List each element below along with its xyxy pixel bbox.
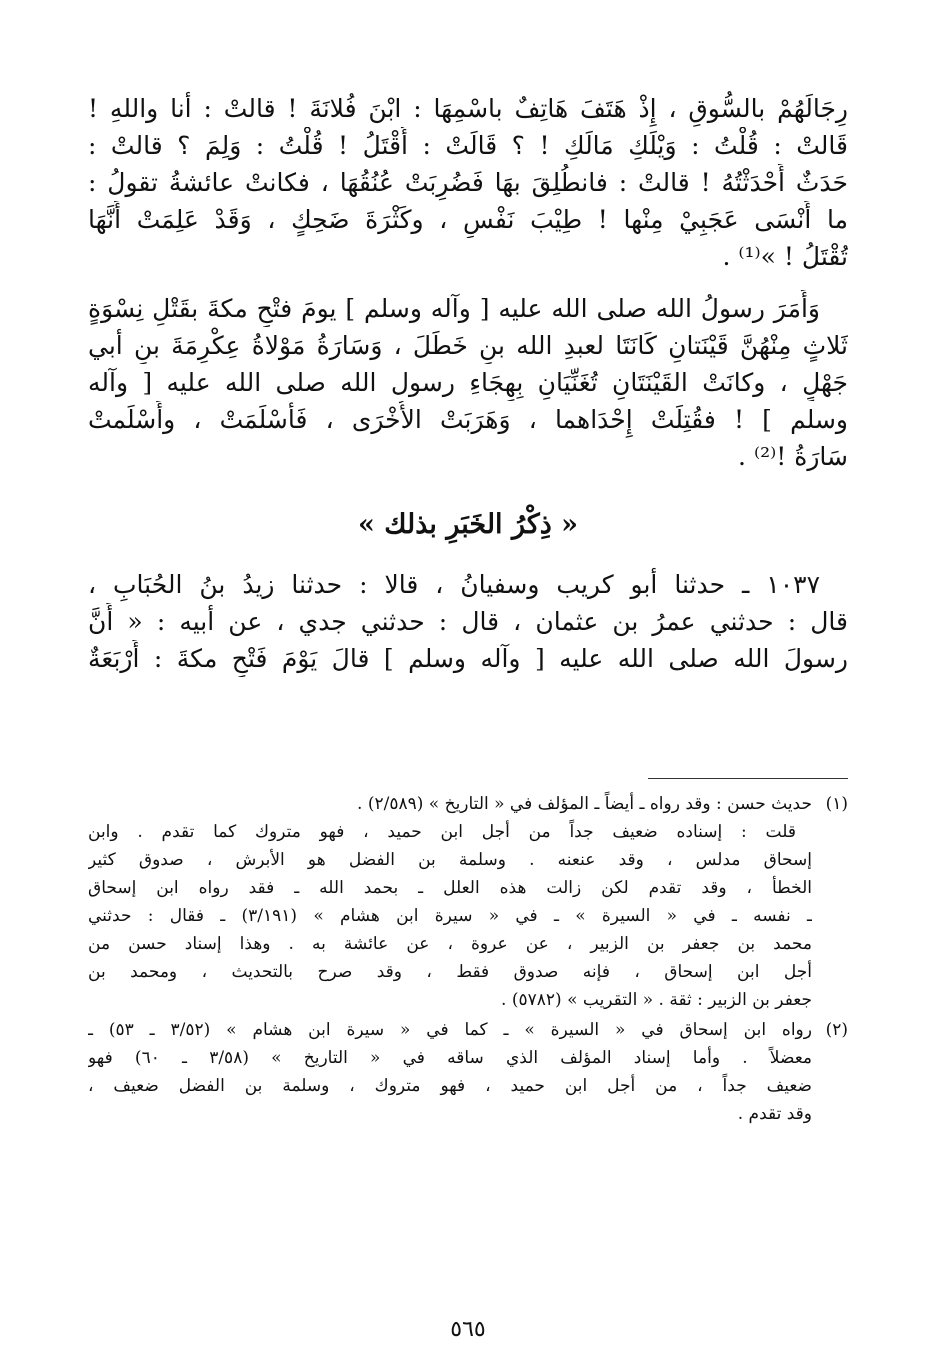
footnote-line: حديث حسن : وقد رواه ـ أيضاً ـ المؤلف في « التاريخ » (٢/٥٨٩) . — [357, 794, 812, 814]
footnotes — [88, 790, 848, 1128]
footnote-line: رواه ابن إسحاق في « السيرة » ـ كما في « سيرة ابن هشام » (٣/٥٢ ـ ٥٣) ـ — [88, 1020, 812, 1040]
footnote-line: الخطأ ، وقد تقدم لكن زالت هذه العلل ـ بحمد الله ـ فقد رواه ابن إسحاق — [88, 878, 812, 898]
footnote-body — [88, 1016, 812, 1128]
text-line: حَدَثٌ أَحْدَثْتُهُ ! قالتْ : فانطُلِقَ بهَا فَضُرِبَتْ عُنُقُهَا ، فكانتْ عائشةُ تقولُ : — [88, 168, 848, 197]
footnote-divider — [648, 778, 848, 779]
text-line: جَهْلٍ ، وكانَتْ القَيْنَتَانِ تُغَنِّيَانِ بِهِجَاءِ رسول الله صلى الله عليه [ وآله — [88, 368, 848, 397]
text-line: ثَلاثٍ مِنْهُنَّ قَيْنَتانِ كَانَتَا لعبدِ الله بنِ خَطَلَ ، وَسَارَةُ مَوْلاةُ عِكْرِمَةَ بنِ أبي — [88, 331, 848, 360]
footnote-line: قلت : إسناده ضعيف جداً من أجل ابن حميد ، فهو متروك كما تقدم . وابن — [88, 822, 796, 842]
text-line: وَأَمَرَ رسولُ الله صلى الله عليه [ وآله وسلم ] يومَ فتْحِ مكةَ بقَتْلِ نِسْوَةٍ — [88, 294, 820, 323]
footnote-line: محمد بن جعفر بن الزبير ، عن عروة ، عن عائشة به . وهذا إسناد حسن من — [88, 934, 812, 954]
page-number: ٥٦٥ — [450, 1317, 486, 1342]
text-line: ١٠٣٧ ـ حدثنا أبو كريب وسفيانُ ، قالا : حدثنا زيدُ بنُ الحُبَابِ ، — [88, 570, 820, 599]
text-line: رِجَالَهُمْ بالسُّوقِ ، إِذْ هَتَفَ هَاتِفٌ باسْمِهَا : ابْنَ فُلانَةَ ! قالتْ : أنا واللهِ ! — [88, 94, 848, 123]
section-heading: « ذِكْرُ الخَبَرِ بذلك » — [358, 509, 578, 540]
text-line: قال : حدثني عمرُ بن عثمان ، قال : حدثني جدي ، عن أبيه : « أَنَّ — [88, 607, 848, 636]
text-line: سَارَةُ !⁽²⁾ . — [738, 442, 848, 471]
paragraph-1 — [88, 90, 848, 275]
text-line: تُقْتَلُ ! »⁽¹⁾ . — [722, 242, 848, 271]
text-line: وسلم ] ! فقُتِلَتْ إِحْدَاهما ، وَهَرَبَتْ الأُخْرَى ، فَأَسْلَمَتْ ، وأَسْلَمتْ — [88, 405, 848, 434]
text-line: ما أَنْسَى عَجَبِيْ مِنْها ! طِيْبَ نَفْسٍ ، وكَثْرَةَ ضَحِكٍ ، وَقَدْ عَلِمَتْ أَنَّهَا — [88, 205, 848, 234]
footnote-line: أجل ابن إسحاق ، فإنه صدوق فقط ، وقد صرح بالتحديث ، ومحمد بن — [88, 962, 812, 982]
footnote-line: ـ نفسه ـ في « السيرة » ـ في « سيرة ابن هشام » (٣/١٩١) ـ فقال : حدثني — [88, 906, 812, 926]
footnote-body — [88, 790, 812, 1014]
paragraph-2 — [88, 290, 848, 475]
footnote-number: (٢) — [825, 1020, 848, 1040]
footnote-number: (١) — [825, 794, 848, 814]
footnote-line: إسحاق مدلس ، وقد عنعنه . وسلمة بن الفضل هو الأبرش ، صدوق كثير — [88, 850, 812, 870]
footnote-line: وقد تقدم . — [737, 1104, 812, 1124]
footnote-2 — [88, 1016, 848, 1128]
footnote-line: معضلاً . وأما إسناد المؤلف الذي ساقه في « التاريخ » (٣/٥٨ ـ ٦٠) فهو — [88, 1048, 812, 1068]
page-content — [88, 90, 848, 1342]
footnote-line: جعفر بن الزبير : ثقة . « التقريب » (٥٧٨٢) . — [501, 990, 812, 1010]
footnote-1 — [88, 790, 848, 1014]
footnote-line: ضعيف جداً ، من أجل ابن حميد ، فهو متروك ، وسلمة بن الفضل ضعيف ، — [88, 1076, 812, 1096]
paragraph-3 — [88, 566, 848, 677]
text-line: قَالتْ : قُلْتُ : وَيْلَكِ مَالَكِ ! ؟ قَالَتْ : أُقْتَلُ ! قُلْتُ : وَلِمَ ؟ قالتْ : — [88, 131, 848, 160]
text-line: رسولَ الله صلى الله عليه [ وآله وسلم ] قالَ يَوْمَ فَتْحِ مكةَ : أَرْبَعَةٌ — [88, 644, 848, 673]
